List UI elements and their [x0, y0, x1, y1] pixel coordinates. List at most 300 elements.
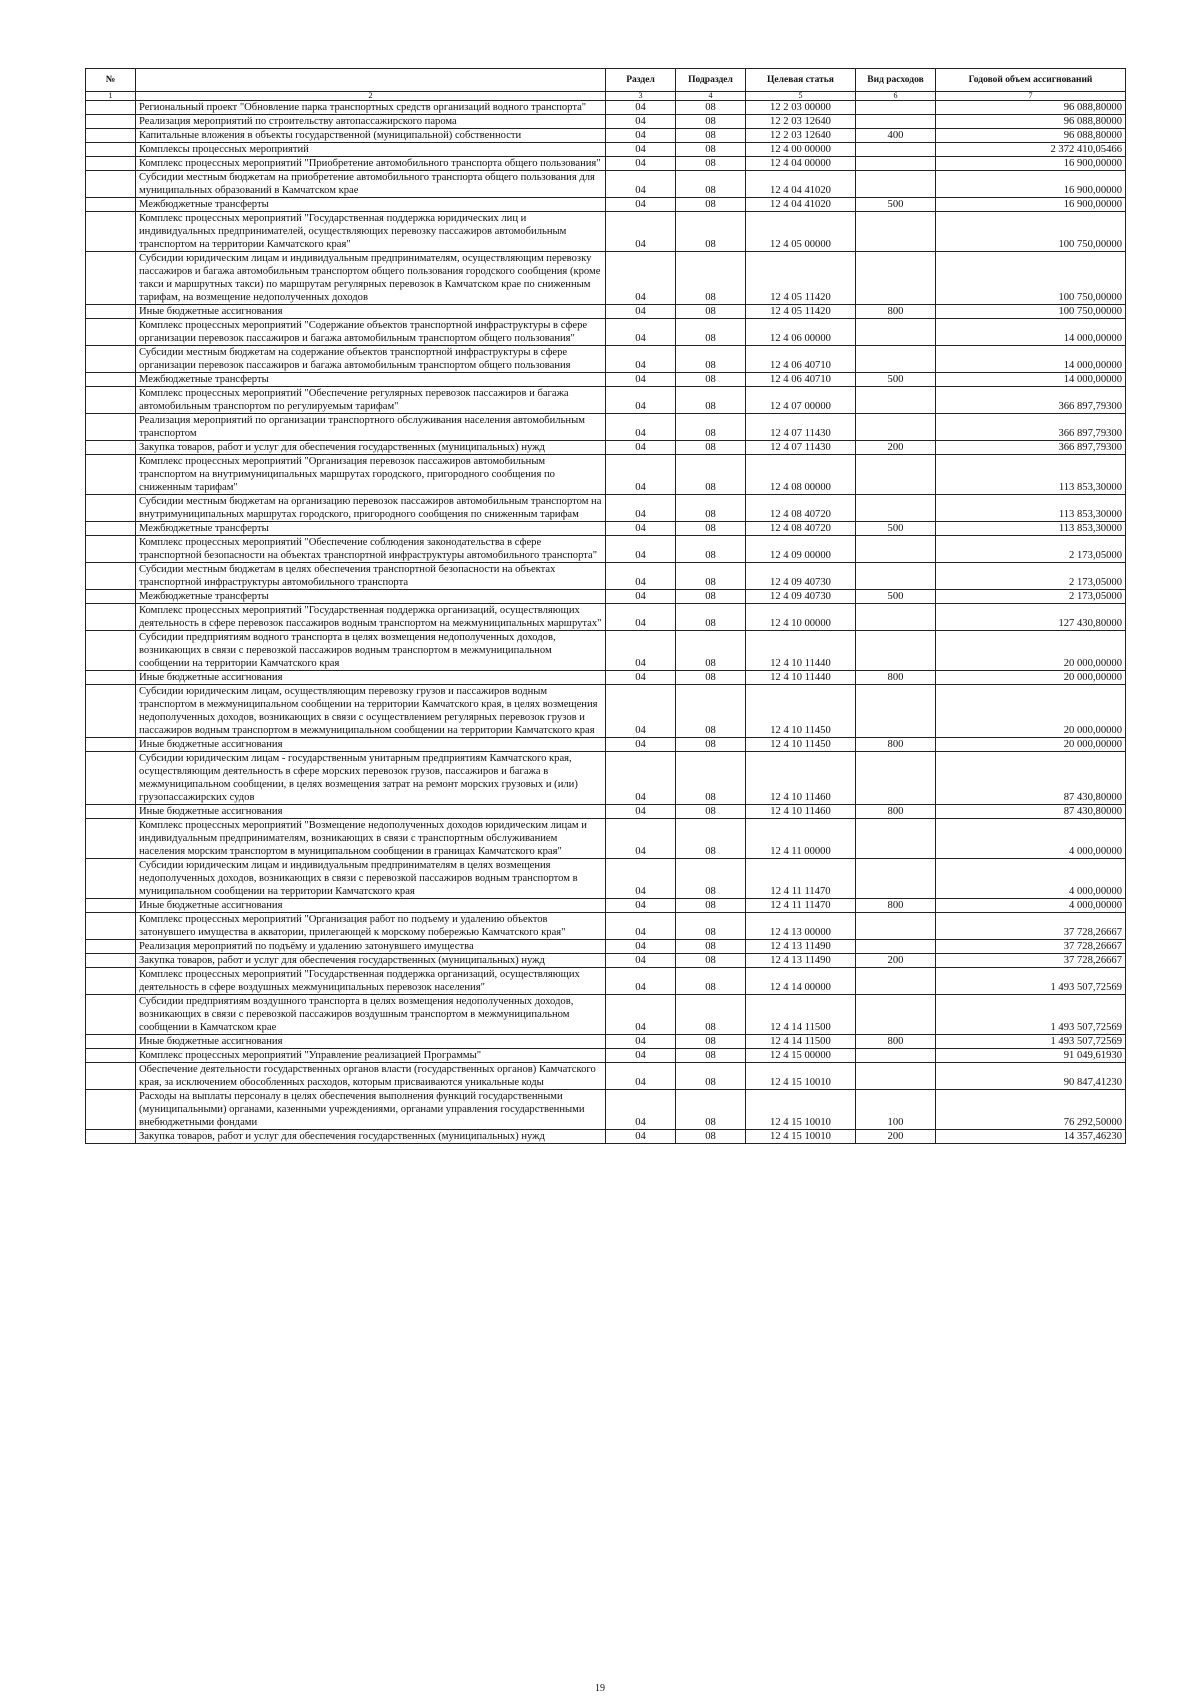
row-podrazdel-cell: 08 — [676, 129, 746, 143]
row-expense-type-cell — [856, 212, 936, 252]
row-number-cell — [86, 590, 136, 604]
row-number-cell — [86, 685, 136, 738]
row-number-cell — [86, 899, 136, 913]
row-podrazdel-cell: 08 — [676, 1049, 746, 1063]
row-expense-type-cell: 800 — [856, 1035, 936, 1049]
row-target-article-cell: 12 4 06 00000 — [746, 319, 856, 346]
row-target-article-cell: 12 4 10 11460 — [746, 752, 856, 805]
row-name-cell: Иные бюджетные ассигнования — [136, 738, 606, 752]
row-amount-cell: 14 357,46230 — [936, 1130, 1126, 1144]
row-name-cell: Межбюджетные трансферты — [136, 522, 606, 536]
row-target-article-cell: 12 4 05 00000 — [746, 212, 856, 252]
row-number-cell — [86, 1130, 136, 1144]
row-target-article-cell: 12 4 11 11470 — [746, 859, 856, 899]
row-name-cell: Расходы на выплаты персоналу в целях обеспечения выполнения функций государственными (муниципальными) органами, казенными учреждениями, органами управления государственными внебюджетными фондами — [136, 1090, 606, 1130]
row-amount-cell: 76 292,50000 — [936, 1090, 1126, 1130]
row-target-article-cell: 12 4 13 00000 — [746, 913, 856, 940]
row-podrazdel-cell: 08 — [676, 252, 746, 305]
row-amount-cell: 366 897,79300 — [936, 387, 1126, 414]
row-razdel-cell: 04 — [606, 115, 676, 129]
row-razdel-cell: 04 — [606, 859, 676, 899]
row-podrazdel-cell: 08 — [676, 859, 746, 899]
row-number-cell — [86, 373, 136, 387]
row-amount-cell: 127 430,80000 — [936, 604, 1126, 631]
row-expense-type-cell: 400 — [856, 129, 936, 143]
row-target-article-cell: 12 4 08 40720 — [746, 495, 856, 522]
row-target-article-cell: 12 4 07 11430 — [746, 414, 856, 441]
row-target-article-cell: 12 4 06 40710 — [746, 346, 856, 373]
row-expense-type-cell: 500 — [856, 373, 936, 387]
row-amount-cell: 37 728,26667 — [936, 940, 1126, 954]
row-amount-cell: 2 173,05000 — [936, 563, 1126, 590]
table-row — [86, 859, 1126, 899]
row-amount-cell: 14 000,00000 — [936, 346, 1126, 373]
row-expense-type-cell — [856, 536, 936, 563]
row-expense-type-cell — [856, 1063, 936, 1090]
row-number-cell — [86, 859, 136, 899]
row-target-article-cell: 12 4 09 40730 — [746, 563, 856, 590]
column-number: 1 — [86, 92, 136, 101]
column-number: 5 — [746, 92, 856, 101]
budget-table-sheet — [85, 68, 1125, 1144]
row-razdel-cell: 04 — [606, 495, 676, 522]
row-expense-type-cell: 800 — [856, 305, 936, 319]
table-row — [86, 441, 1126, 455]
table-row — [86, 671, 1126, 685]
row-expense-type-cell — [856, 995, 936, 1035]
row-razdel-cell: 04 — [606, 373, 676, 387]
table-row — [86, 305, 1126, 319]
row-razdel-cell: 04 — [606, 305, 676, 319]
row-podrazdel-cell: 08 — [676, 414, 746, 441]
row-razdel-cell: 04 — [606, 899, 676, 913]
row-name-cell: Иные бюджетные ассигнования — [136, 305, 606, 319]
row-razdel-cell: 04 — [606, 1049, 676, 1063]
row-name-cell: Реализация мероприятий по подъёму и удалению затонувшего имущества — [136, 940, 606, 954]
row-target-article-cell: 12 4 14 11500 — [746, 995, 856, 1035]
row-target-article-cell: 12 4 04 41020 — [746, 171, 856, 198]
row-number-cell — [86, 143, 136, 157]
row-podrazdel-cell: 08 — [676, 387, 746, 414]
row-name-cell: Комплекс процессных мероприятий "Приобретение автомобильного транспорта общего пользования" — [136, 157, 606, 171]
row-amount-cell: 14 000,00000 — [936, 373, 1126, 387]
row-expense-type-cell: 200 — [856, 441, 936, 455]
row-target-article-cell: 12 4 05 11420 — [746, 305, 856, 319]
table-row — [86, 590, 1126, 604]
row-number-cell — [86, 441, 136, 455]
row-podrazdel-cell: 08 — [676, 536, 746, 563]
row-number-cell — [86, 819, 136, 859]
row-amount-cell: 366 897,79300 — [936, 414, 1126, 441]
row-target-article-cell: 12 4 10 00000 — [746, 604, 856, 631]
row-razdel-cell: 04 — [606, 441, 676, 455]
row-target-article-cell: 12 4 15 10010 — [746, 1090, 856, 1130]
row-target-article-cell: 12 2 03 12640 — [746, 115, 856, 129]
row-podrazdel-cell: 08 — [676, 968, 746, 995]
row-amount-cell: 16 900,00000 — [936, 198, 1126, 212]
row-razdel-cell: 04 — [606, 738, 676, 752]
row-number-cell — [86, 455, 136, 495]
row-number-cell — [86, 1049, 136, 1063]
row-name-cell: Обеспечение деятельности государственных органов власти (государственных органов) Камчатского края, за исключением обособленных расходов, которым присваиваются уникальные коды — [136, 1063, 606, 1090]
row-podrazdel-cell: 08 — [676, 495, 746, 522]
row-target-article-cell: 12 2 03 00000 — [746, 101, 856, 115]
row-name-cell: Иные бюджетные ассигнования — [136, 805, 606, 819]
row-razdel-cell: 04 — [606, 101, 676, 115]
row-amount-cell: 87 430,80000 — [936, 752, 1126, 805]
row-podrazdel-cell: 08 — [676, 171, 746, 198]
row-number-cell — [86, 115, 136, 129]
row-razdel-cell: 04 — [606, 522, 676, 536]
row-number-cell — [86, 1090, 136, 1130]
row-razdel-cell: 04 — [606, 805, 676, 819]
row-target-article-cell: 12 4 07 11430 — [746, 441, 856, 455]
row-target-article-cell: 12 4 06 40710 — [746, 373, 856, 387]
page-number: 19 — [595, 1683, 605, 1694]
row-name-cell: Комплекс процессных мероприятий "Возмещение недополученных доходов юридическим лицам и индивидуальным предпринимателям, возникающих в связи с транспортным обслуживанием населения морским транспортом в муниципальном сообщении в границах Камчатского края" — [136, 819, 606, 859]
row-podrazdel-cell: 08 — [676, 522, 746, 536]
row-expense-type-cell — [856, 171, 936, 198]
row-razdel-cell: 04 — [606, 913, 676, 940]
row-number-cell — [86, 968, 136, 995]
row-target-article-cell: 12 4 10 11460 — [746, 805, 856, 819]
row-expense-type-cell — [856, 319, 936, 346]
row-name-cell: Комплекс процессных мероприятий "Содержание объектов транспортной инфраструктуры в сфере организации перевозок пассажиров и багажа автомобильным транспортом общего пользования" — [136, 319, 606, 346]
table-row — [86, 1035, 1126, 1049]
row-razdel-cell: 04 — [606, 685, 676, 738]
row-target-article-cell: 12 4 09 00000 — [746, 536, 856, 563]
row-razdel-cell: 04 — [606, 995, 676, 1035]
table-row — [86, 604, 1126, 631]
row-expense-type-cell — [856, 115, 936, 129]
row-expense-type-cell — [856, 940, 936, 954]
row-podrazdel-cell: 08 — [676, 590, 746, 604]
column-number: 2 — [136, 92, 606, 101]
row-number-cell — [86, 913, 136, 940]
table-row — [86, 631, 1126, 671]
row-podrazdel-cell: 08 — [676, 954, 746, 968]
row-target-article-cell: 12 4 14 11500 — [746, 1035, 856, 1049]
row-expense-type-cell — [856, 968, 936, 995]
row-razdel-cell: 04 — [606, 171, 676, 198]
table-row — [86, 495, 1126, 522]
header-podrazdel: Подраздел — [676, 69, 746, 92]
row-target-article-cell: 12 4 10 11450 — [746, 685, 856, 738]
row-name-cell: Закупка товаров, работ и услуг для обеспечения государственных (муниципальных) нужд — [136, 1130, 606, 1144]
row-name-cell: Субсидии местным бюджетам на приобретение автомобильного транспорта общего пользования для муниципальных образований в Камчатском крае — [136, 171, 606, 198]
row-number-cell — [86, 671, 136, 685]
row-razdel-cell: 04 — [606, 940, 676, 954]
row-amount-cell: 96 088,80000 — [936, 129, 1126, 143]
table-row — [86, 1090, 1126, 1130]
row-amount-cell: 37 728,26667 — [936, 954, 1126, 968]
row-amount-cell: 91 049,61930 — [936, 1049, 1126, 1063]
row-target-article-cell: 12 4 11 11470 — [746, 899, 856, 913]
row-podrazdel-cell: 08 — [676, 198, 746, 212]
row-target-article-cell: 12 4 07 00000 — [746, 387, 856, 414]
row-razdel-cell: 04 — [606, 346, 676, 373]
row-name-cell: Межбюджетные трансферты — [136, 198, 606, 212]
row-target-article-cell: 12 4 08 40720 — [746, 522, 856, 536]
row-name-cell: Иные бюджетные ассигнования — [136, 899, 606, 913]
table-row — [86, 319, 1126, 346]
column-number: 3 — [606, 92, 676, 101]
row-number-cell — [86, 631, 136, 671]
column-number: 6 — [856, 92, 936, 101]
row-name-cell: Субсидии местным бюджетам в целях обеспечения транспортной безопасности на объектах транспортной инфраструктуры автомобильного транспорта — [136, 563, 606, 590]
table-row — [86, 995, 1126, 1035]
row-number-cell — [86, 752, 136, 805]
row-expense-type-cell — [856, 414, 936, 441]
row-number-cell — [86, 305, 136, 319]
row-number-cell — [86, 198, 136, 212]
header-number: № — [86, 69, 136, 92]
table-row — [86, 198, 1126, 212]
row-name-cell: Комплекс процессных мероприятий "Обеспечение регулярных перевозок пассажиров и багажа автомобильным транспортом по регулируемым тарифам" — [136, 387, 606, 414]
row-expense-type-cell — [856, 455, 936, 495]
row-expense-type-cell — [856, 157, 936, 171]
row-target-article-cell: 12 2 03 12640 — [746, 129, 856, 143]
row-number-cell — [86, 522, 136, 536]
row-podrazdel-cell: 08 — [676, 631, 746, 671]
row-name-cell: Комплекс процессных мероприятий "Обеспечение соблюдения законодательства в сфере транспортной безопасности на объектах транспортной инфраструктуры автомобильного транспорта" — [136, 536, 606, 563]
row-expense-type-cell: 800 — [856, 671, 936, 685]
table-row — [86, 913, 1126, 940]
row-expense-type-cell: 800 — [856, 805, 936, 819]
table-header-row — [86, 69, 1126, 92]
row-number-cell — [86, 212, 136, 252]
row-razdel-cell: 04 — [606, 387, 676, 414]
row-target-article-cell: 12 4 08 00000 — [746, 455, 856, 495]
row-podrazdel-cell: 08 — [676, 1035, 746, 1049]
row-razdel-cell: 04 — [606, 590, 676, 604]
row-podrazdel-cell: 08 — [676, 805, 746, 819]
header-razdel: Раздел — [606, 69, 676, 92]
row-number-cell — [86, 738, 136, 752]
row-podrazdel-cell: 08 — [676, 212, 746, 252]
row-target-article-cell: 12 4 15 10010 — [746, 1130, 856, 1144]
row-razdel-cell: 04 — [606, 455, 676, 495]
row-podrazdel-cell: 08 — [676, 752, 746, 805]
row-razdel-cell: 04 — [606, 212, 676, 252]
table-row — [86, 414, 1126, 441]
row-podrazdel-cell: 08 — [676, 455, 746, 495]
row-razdel-cell: 04 — [606, 1090, 676, 1130]
row-expense-type-cell — [856, 563, 936, 590]
row-name-cell: Субсидии юридическим лицам и индивидуальным предпринимателям в целях возмещения недополученных доходов, возникающих в связи с перевозкой пассажиров водным транспортом в муниципальном сообщении на территории Камчатского края — [136, 859, 606, 899]
row-target-article-cell: 12 4 04 41020 — [746, 198, 856, 212]
row-podrazdel-cell: 08 — [676, 899, 746, 913]
row-podrazdel-cell: 08 — [676, 373, 746, 387]
row-number-cell — [86, 954, 136, 968]
row-razdel-cell: 04 — [606, 1130, 676, 1144]
row-expense-type-cell — [856, 387, 936, 414]
row-razdel-cell: 04 — [606, 1063, 676, 1090]
row-name-cell: Субсидии юридическим лицам - государственным унитарным предприятиям Камчатского края, осуществляющим деятельность в сфере морских перевозок грузов, пассажиров и багажа в межмуниципальном сообщении, в целях возмещения затрат на ремонт морских грузовых и (или) грузопассажирских судов — [136, 752, 606, 805]
row-name-cell: Закупка товаров, работ и услуг для обеспечения государственных (муниципальных) нужд — [136, 954, 606, 968]
row-podrazdel-cell: 08 — [676, 319, 746, 346]
row-podrazdel-cell: 08 — [676, 604, 746, 631]
row-razdel-cell: 04 — [606, 631, 676, 671]
row-podrazdel-cell: 08 — [676, 157, 746, 171]
row-podrazdel-cell: 08 — [676, 1130, 746, 1144]
row-podrazdel-cell: 08 — [676, 738, 746, 752]
row-name-cell: Субсидии предприятиям водного транспорта в целях возмещения недополученных доходов, возникающих в связи с перевозкой пассажиров водным транспортом в межмуниципальном сообщении на территории Камчатского края — [136, 631, 606, 671]
row-podrazdel-cell: 08 — [676, 913, 746, 940]
row-podrazdel-cell: 08 — [676, 1090, 746, 1130]
row-podrazdel-cell: 08 — [676, 305, 746, 319]
table-row — [86, 685, 1126, 738]
row-name-cell: Комплекс процессных мероприятий "Организация перевозок пассажиров автомобильным транспортом на внутримуниципальных маршрутах городского, пригородного сообщения по сниженным тарифам" — [136, 455, 606, 495]
row-number-cell — [86, 995, 136, 1035]
row-number-cell — [86, 805, 136, 819]
row-amount-cell: 4 000,00000 — [936, 859, 1126, 899]
row-name-cell: Межбюджетные трансферты — [136, 590, 606, 604]
row-name-cell: Реализация мероприятий по строительству автопассажирского парома — [136, 115, 606, 129]
row-amount-cell: 16 900,00000 — [936, 171, 1126, 198]
row-razdel-cell: 04 — [606, 563, 676, 590]
row-amount-cell: 96 088,80000 — [936, 115, 1126, 129]
row-podrazdel-cell: 08 — [676, 940, 746, 954]
row-amount-cell: 16 900,00000 — [936, 157, 1126, 171]
row-podrazdel-cell: 08 — [676, 671, 746, 685]
row-amount-cell: 100 750,00000 — [936, 252, 1126, 305]
row-target-article-cell: 12 4 09 40730 — [746, 590, 856, 604]
row-expense-type-cell: 100 — [856, 1090, 936, 1130]
row-podrazdel-cell: 08 — [676, 1063, 746, 1090]
row-podrazdel-cell: 08 — [676, 346, 746, 373]
row-number-cell — [86, 1035, 136, 1049]
row-expense-type-cell — [856, 631, 936, 671]
row-number-cell — [86, 129, 136, 143]
row-expense-type-cell — [856, 685, 936, 738]
row-amount-cell: 87 430,80000 — [936, 805, 1126, 819]
table-row — [86, 752, 1126, 805]
row-razdel-cell: 04 — [606, 129, 676, 143]
table-row — [86, 373, 1126, 387]
row-number-cell — [86, 171, 136, 198]
row-name-cell: Комплекс процессных мероприятий "Государственная поддержка юридических лиц и индивидуальных предпринимателей, осуществляющих перевозку пассажиров автомобильным транспортом на территории Камчатского края" — [136, 212, 606, 252]
row-podrazdel-cell: 08 — [676, 441, 746, 455]
row-target-article-cell: 12 4 13 11490 — [746, 954, 856, 968]
row-number-cell — [86, 252, 136, 305]
row-name-cell: Субсидии юридическим лицам, осуществляющим перевозку грузов и пассажиров водным транспортом в межмуниципальном сообщении на территории Камчатского края, в целях возмещения недополученных доходов, возникающих в связи с осуществлением регулярных перевозок грузов и пассажиров водным транспортом в межмуниципальном сообщении на территории Камчатского края — [136, 685, 606, 738]
row-expense-type-cell — [856, 819, 936, 859]
row-name-cell: Региональный проект "Обновление парка транспортных средств организаций водного транспорта" — [136, 101, 606, 115]
table-row — [86, 536, 1126, 563]
row-name-cell: Реализация мероприятий по организации транспортного обслуживания населения автомобильным транспортом — [136, 414, 606, 441]
row-number-cell — [86, 495, 136, 522]
row-name-cell: Капитальные вложения в объекты государственной (муниципальной) собственности — [136, 129, 606, 143]
row-amount-cell: 1 493 507,72569 — [936, 995, 1126, 1035]
table-row — [86, 252, 1126, 305]
row-target-article-cell: 12 4 11 00000 — [746, 819, 856, 859]
table-row — [86, 157, 1126, 171]
table-row — [86, 968, 1126, 995]
row-razdel-cell: 04 — [606, 954, 676, 968]
row-name-cell: Комплексы процессных мероприятий — [136, 143, 606, 157]
row-podrazdel-cell: 08 — [676, 819, 746, 859]
row-amount-cell: 20 000,00000 — [936, 671, 1126, 685]
row-amount-cell: 100 750,00000 — [936, 305, 1126, 319]
table-row — [86, 1063, 1126, 1090]
row-target-article-cell: 12 4 10 11440 — [746, 671, 856, 685]
row-razdel-cell: 04 — [606, 198, 676, 212]
row-name-cell: Субсидии местным бюджетам на содержание объектов транспортной инфраструктуры в сфере организации перевозок пассажиров и багажа автомобильным транспортом общего пользования — [136, 346, 606, 373]
row-expense-type-cell — [856, 913, 936, 940]
row-number-cell — [86, 319, 136, 346]
row-amount-cell: 37 728,26667 — [936, 913, 1126, 940]
row-amount-cell: 366 897,79300 — [936, 441, 1126, 455]
row-expense-type-cell: 500 — [856, 198, 936, 212]
row-expense-type-cell: 500 — [856, 522, 936, 536]
row-target-article-cell: 12 4 13 11490 — [746, 940, 856, 954]
table-row — [86, 212, 1126, 252]
row-number-cell — [86, 157, 136, 171]
table-row — [86, 1049, 1126, 1063]
row-amount-cell: 4 000,00000 — [936, 819, 1126, 859]
column-number-row — [86, 92, 1126, 101]
row-razdel-cell: 04 — [606, 968, 676, 995]
table-row — [86, 1130, 1126, 1144]
row-name-cell: Субсидии местным бюджетам на организацию перевозок пассажиров автомобильным транспортом на внутримуниципальных маршрутах городского, пригородного сообщения по сниженным тарифам — [136, 495, 606, 522]
table-row — [86, 805, 1126, 819]
row-number-cell — [86, 536, 136, 563]
row-amount-cell: 90 847,41230 — [936, 1063, 1126, 1090]
row-expense-type-cell: 200 — [856, 1130, 936, 1144]
row-name-cell: Комплекс процессных мероприятий "Организация работ по подъему и удалению объектов затонувшего имущества в акватории, прилегающей к морскому побережью Камчатского края" — [136, 913, 606, 940]
row-razdel-cell: 04 — [606, 1035, 676, 1049]
table-row — [86, 171, 1126, 198]
table-row — [86, 563, 1126, 590]
row-expense-type-cell — [856, 252, 936, 305]
row-target-article-cell: 12 4 04 00000 — [746, 157, 856, 171]
row-amount-cell: 2 173,05000 — [936, 590, 1126, 604]
row-amount-cell: 2 372 410,05466 — [936, 143, 1126, 157]
table-row — [86, 522, 1126, 536]
row-name-cell: Иные бюджетные ассигнования — [136, 671, 606, 685]
row-name-cell: Межбюджетные трансферты — [136, 373, 606, 387]
row-number-cell — [86, 1063, 136, 1090]
row-razdel-cell: 04 — [606, 536, 676, 563]
row-razdel-cell: 04 — [606, 252, 676, 305]
row-expense-type-cell: 800 — [856, 899, 936, 913]
row-razdel-cell: 04 — [606, 143, 676, 157]
row-target-article-cell: 12 4 10 11450 — [746, 738, 856, 752]
header-annual-amount: Годовой объем ассигнований — [936, 69, 1126, 92]
table-body — [86, 101, 1126, 1144]
row-expense-type-cell — [856, 752, 936, 805]
row-amount-cell: 100 750,00000 — [936, 212, 1126, 252]
row-expense-type-cell — [856, 101, 936, 115]
column-number: 4 — [676, 92, 746, 101]
row-expense-type-cell: 200 — [856, 954, 936, 968]
table-row — [86, 387, 1126, 414]
row-expense-type-cell — [856, 604, 936, 631]
table-row — [86, 129, 1126, 143]
row-razdel-cell: 04 — [606, 819, 676, 859]
header-target-article: Целевая статья — [746, 69, 856, 92]
budget-allocation-table — [85, 68, 1126, 1144]
column-number: 7 — [936, 92, 1126, 101]
row-expense-type-cell — [856, 859, 936, 899]
row-razdel-cell: 04 — [606, 604, 676, 631]
row-name-cell: Закупка товаров, работ и услуг для обеспечения государственных (муниципальных) нужд — [136, 441, 606, 455]
row-name-cell: Комплекс процессных мероприятий "Управление реализацией Программы" — [136, 1049, 606, 1063]
header-expense-type: Вид расходов — [856, 69, 936, 92]
row-expense-type-cell — [856, 346, 936, 373]
row-podrazdel-cell: 08 — [676, 995, 746, 1035]
